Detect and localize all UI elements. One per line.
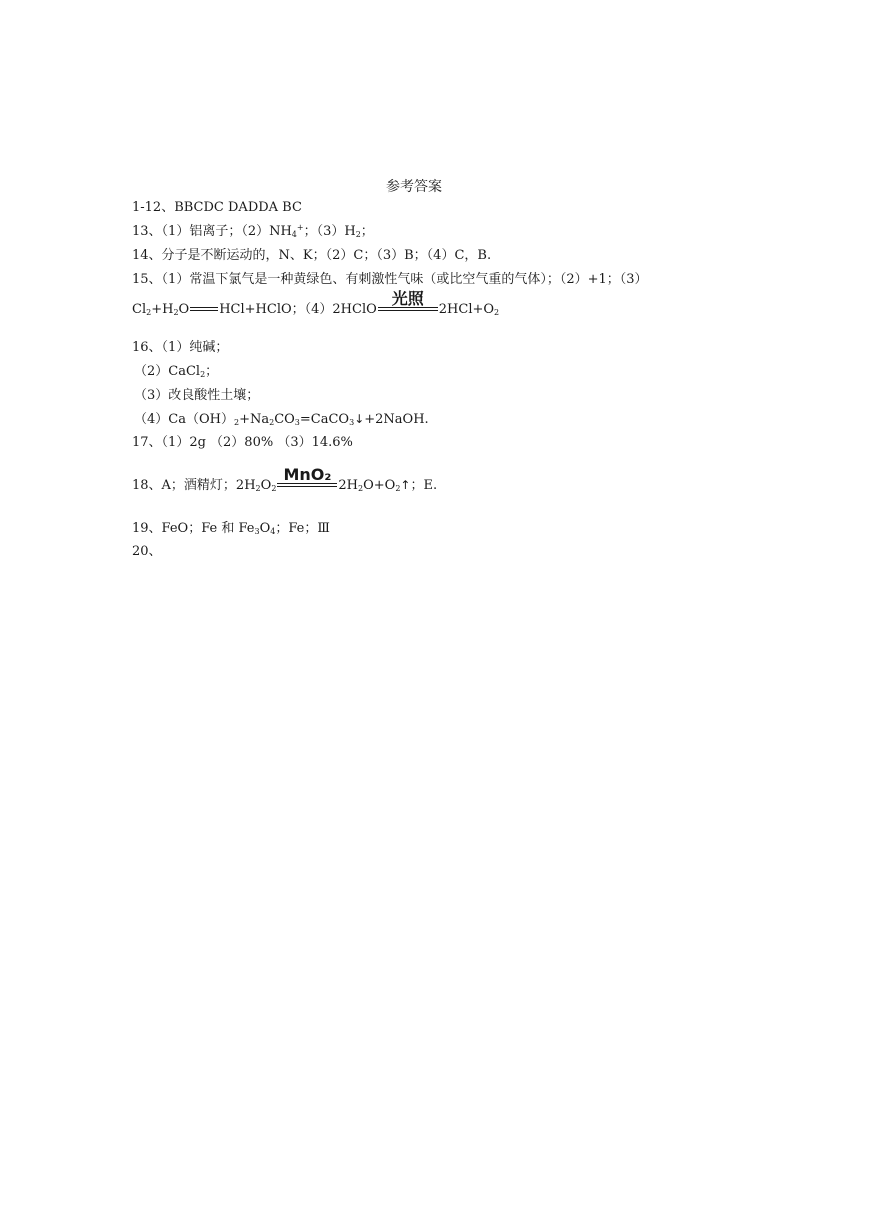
answer-19: 19、FeO；Fe 和 $Fe_3O_4$；Fe；Ⅲ: [132, 521, 330, 536]
answer-1-12: 1-12、BBCDC DADDA BC: [132, 200, 302, 215]
gas-arrow: ↑: [400, 478, 411, 492]
reaction-condition-light: 光照: [378, 307, 438, 313]
answer-17: 17、（1）2g （2）80% （3）14.6%: [132, 435, 353, 450]
answer-15-line-1: 15、（1）常温下氯气是一种黄绿色、有刺激性气味（或比空气重的气体）；（2）+1；（3）: [132, 272, 648, 287]
reaction-condition-catalyst: MnO₂: [277, 483, 337, 489]
answer-16-2: （2）CaCl$_2$；: [134, 364, 219, 379]
answer-18: 18、A；酒精灯；$2H_2O_2$ MnO₂ $2H_2O+O_2↑$；E.: [132, 465, 438, 493]
equals-sign: [190, 307, 218, 313]
precipitate-arrow: ↓: [354, 412, 365, 426]
page-title: 参考答案: [386, 179, 442, 195]
answer-13: 13、（1）铝离子；$(2)NH_4^+$；$(3)H_2$；: [132, 223, 374, 239]
answer-14: 14、分子是不断运动的，N、K；（2）C；（3）B；（4）C，B.: [132, 248, 492, 263]
answer-16-3: （3）改良酸性土壤；: [134, 388, 260, 403]
answer-15-line-2: $Cl_2+H_2O$ HCl+HClO；（4）2HClO 光照 $2HCl+O_2$: [132, 289, 500, 317]
answer-20: 20、: [132, 544, 162, 559]
answer-16-4: $(4)Ca(OH)_2+Na_2CO_3=CaCO_3↓+2NaOH$.: [134, 412, 429, 427]
answer-16-1: 16、（1）纯碱；: [132, 340, 229, 355]
